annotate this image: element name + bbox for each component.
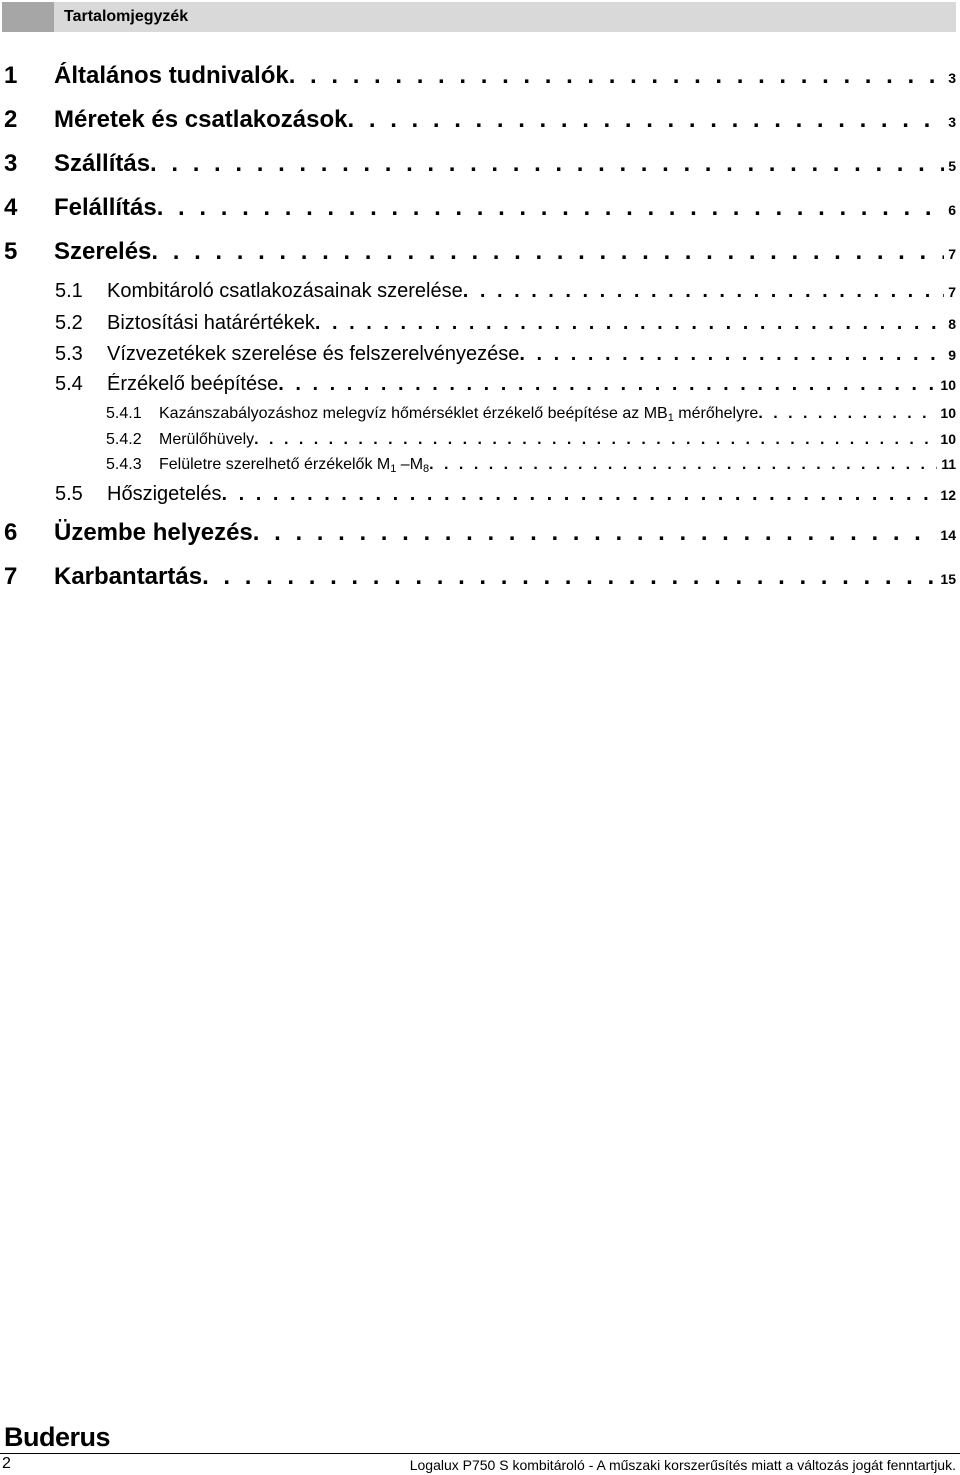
toc-leader-dots (758, 405, 936, 423)
toc-number: 1 (4, 62, 18, 89)
toc-leader-dots (157, 194, 944, 222)
toc-page: 11 (941, 456, 956, 472)
toc-page: 6 (948, 202, 956, 218)
toc-number: 5.1 (55, 280, 83, 302)
toc-entry-5-3[interactable] (55, 343, 956, 366)
footer-page-number: 2 (2, 1455, 11, 1472)
toc-title: Karbantartás (54, 563, 203, 590)
toc-leader-dots (315, 312, 944, 335)
toc-title: Általános tudnivalók (54, 62, 289, 89)
toc-leader-dots (348, 106, 945, 134)
toc-entry-5-1[interactable] (55, 280, 956, 303)
footer-divider (0, 1453, 960, 1454)
toc-page: 3 (948, 70, 956, 86)
toc-leader-dots (463, 280, 944, 303)
toc-number: 5.2 (55, 312, 83, 334)
toc-number: 5.4.1 (106, 405, 142, 422)
toc-entry-5[interactable] (4, 238, 956, 266)
toc-entry-5-4-1[interactable] (106, 405, 956, 423)
toc-entry-1[interactable] (4, 62, 956, 90)
toc-entry-6[interactable] (4, 519, 956, 547)
toc-title: Vízvezetékek szerelése és felszerelvényezése (107, 343, 520, 365)
toc-entry-5-2[interactable] (55, 312, 956, 335)
toc-entry-5-4[interactable] (55, 373, 956, 396)
toc-number: 5.4 (55, 373, 83, 395)
toc-leader-dots (254, 431, 936, 449)
toc-title: Biztosítási határértékek (107, 312, 315, 334)
toc-entry-3[interactable] (4, 150, 956, 178)
toc-page: 10 (940, 377, 956, 393)
toc-page: 7 (948, 284, 956, 300)
toc-title: Kazánszabályozáshoz melegvíz hőmérséklet érzékelő beépítése az $MB_1$ mérőhelyre (159, 405, 759, 423)
toc-page: 3 (948, 114, 956, 130)
toc-number: 2 (4, 106, 18, 133)
toc-entry-5-4-3[interactable] (106, 456, 956, 474)
toc-page: 8 (948, 316, 956, 332)
toc-title: Üzembe helyezés (54, 519, 253, 546)
toc-leader-dots (151, 238, 944, 266)
toc-number: 4 (4, 194, 18, 221)
toc-leader-dots (150, 150, 944, 178)
toc-leader-dots (278, 373, 936, 396)
toc-title: Érzékelő beépítése (107, 373, 279, 395)
toc-number: 5.4.2 (106, 431, 142, 448)
toc-entry-7[interactable] (4, 563, 956, 591)
toc-title: Felállítás (54, 194, 157, 221)
header-block (2, 2, 54, 32)
toc-title: Felületre szerelhető érzékelők $M_1$ $-M_8$ (159, 456, 430, 474)
toc-page: 10 (940, 405, 956, 421)
toc-number: 6 (4, 519, 18, 546)
toc-entry-4[interactable] (4, 194, 956, 222)
toc-title: Hőszigetelés (107, 483, 222, 505)
toc-number: 5 (4, 238, 18, 265)
toc-title: Szerelés (54, 238, 152, 265)
toc-leader-dots (519, 343, 944, 366)
toc-leader-dots (429, 456, 937, 474)
brand-logo: Buderus (4, 1422, 111, 1452)
toc-page: 9 (948, 347, 956, 363)
toc-entry-2[interactable] (4, 106, 956, 134)
toc-page: 10 (940, 431, 956, 447)
toc-title: Merülőhüvely (159, 431, 255, 448)
toc-leader-dots (202, 563, 936, 591)
toc-number: 5.3 (55, 343, 83, 365)
toc-entry-5-5[interactable] (55, 483, 956, 506)
header-bar (2, 2, 956, 32)
toc-page: 7 (948, 246, 956, 262)
toc-leader-dots (222, 483, 937, 506)
toc-page: 15 (940, 571, 956, 587)
toc-title: Kombitároló csatlakozásainak szerelése (107, 280, 463, 302)
toc-page: 12 (940, 487, 956, 503)
toc-page: 5 (948, 158, 956, 174)
footer-text: Logalux P750 S kombitároló - A műszaki korszerűsítés miatt a változás jogát fenntartjuk. (409, 1457, 956, 1473)
toc-number: 5.4.3 (106, 456, 142, 473)
page-title: Tartalomjegyzék (64, 8, 189, 25)
toc-title: Méretek és csatlakozások (54, 106, 348, 133)
toc-page: 14 (940, 527, 956, 543)
toc-number: 7 (4, 563, 18, 590)
toc-number: 3 (4, 150, 18, 177)
toc-entry-5-4-2[interactable] (106, 431, 956, 449)
toc-leader-dots (289, 62, 945, 90)
toc-title: Szállítás (54, 150, 151, 177)
toc-number: 5.5 (55, 483, 83, 505)
toc-leader-dots (253, 519, 937, 547)
